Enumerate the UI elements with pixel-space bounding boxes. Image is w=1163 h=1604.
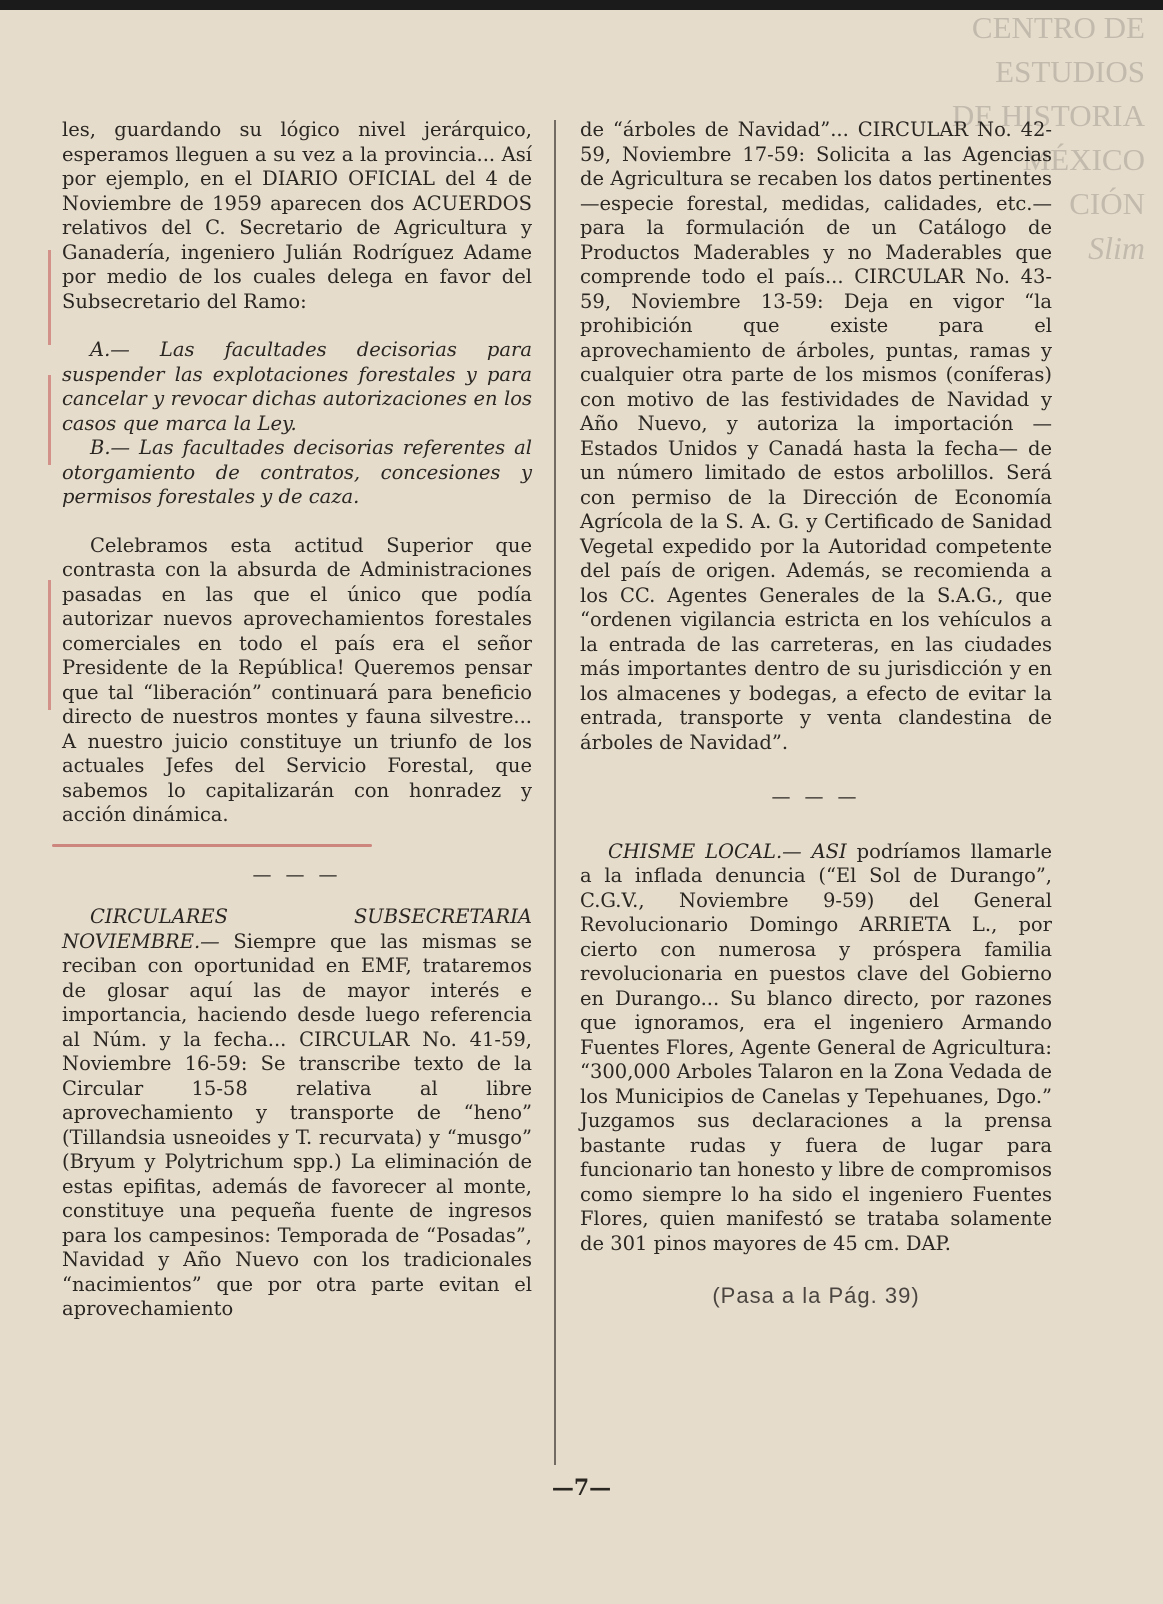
red-margin-mark	[48, 250, 51, 345]
watermark-line: CENTRO DE	[971, 10, 1145, 45]
watermark-line: CIÓN	[1069, 186, 1145, 221]
watermark-line: ESTUDIOS	[995, 54, 1145, 89]
chisme-paragraph	[580, 840, 1052, 1257]
red-margin-mark	[48, 580, 51, 710]
section-separator: — — —	[771, 786, 861, 808]
circulares-paragraph	[62, 905, 532, 1322]
red-underline-mark	[52, 844, 372, 847]
paragraph: les, guardando su lógico nivel jerárquico, esperamos lleguen a su vez a la provincia... Así por ejemplo, en el DIARIO OFICIAL del 4 de Noviembre de 1959 aparecen dos ACUERDOS relativos del C. Secretario de Agricultura y Ganadería, ingeniero Julián Rodríguez Adame por medio de los cuales delega en favor del Subsecretario del Ramo:	[62, 118, 532, 313]
watermark-signature: Slim	[1088, 230, 1145, 266]
paragraph-text: Siempre que las mismas se reciban con oportunidad en EMF, trataremos de glosar aquí las de mayor interés e importancia, haciendo desde luego referencia al Núm. y la fecha... CIRCULAR No. 41-59, Noviembre 16-59: Se transcribe texto de la Circular 15-58 relativa al libre aprovechamiento y transporte de “heno” (Tillandsia usneoides y T. recurvata) y “musgo” (Bryum y Polytrichum spp.) La eliminación de estas epifitas, además de favorecer al monte, constituye una pequeña fuente de ingresos para los campesinos: Temporada de “Posadas”, Navidad y Año Nuevo con los tradicionales “nacimientos” que por otra parte evitan el aprovechamiento	[62, 929, 532, 1320]
agreement-b: B.— Las facultades decisorias referentes al otorgamiento de contratos, concesiones y permisos forestales y de caza.	[62, 436, 532, 508]
section-separator: — — —	[252, 863, 342, 886]
agreement-a: A.— Las facultades decisorias para suspender las explotaciones forestales y para cancelar y revocar dichas autorizaciones en los casos que marca la Ley.	[62, 338, 532, 435]
paragraph-text: podríamos llamarle a la inflada denuncia (“El Sol de Durango”, C.G.V., Noviembre 9-59) del General Revolucionario Domingo ARRIETA L., por cierto con numerosa y próspera familia revolucionaria en puestos clave del Gobierno en Durango... Su blanco directo, por razones que ignoramos, era el ingeniero Armando Fuentes Flores, Agente General de Agricultura: “300,000 Arboles Talaron en la Zona Vedada de los Municipios de Canelas y Tepehuanes, Dgo.” Juzgamos sus declaraciones a la prensa bastante rudas y fuera de lugar para funcionario tan honesto y libre de compromisos como siempre lo ha sido el ingeniero Fuentes Flores, quien manifestó se trataba solamente de 301 pinos mayores de 45 cm. DAP.	[580, 839, 1052, 1255]
watermark-line: MÉXICO	[1022, 142, 1145, 177]
continued-note: (Pasa a la Pág. 39)	[712, 1283, 920, 1308]
paragraph: Celebramos esta actitud Superior que contrasta con la absurda de Administraciones pasadas en las que el único que podía autorizar nuevos aprovechamientos forestales comerciales en todo el país era el señor Presidente de la República! Queremos pensar que tal “liberación” continuará para beneficio directo de nuestros montes y fauna silvestre... A nuestro juicio constituye un triunfo de los actuales Jefes del Servicio Forestal, que sabemos lo capitalizarán con honradez y acción dinámica.	[62, 533, 532, 826]
right-column	[580, 118, 1052, 1309]
red-margin-mark	[48, 375, 51, 465]
left-column	[62, 118, 532, 1322]
section-heading: CHISME LOCAL.— ASI	[608, 839, 847, 863]
paragraph: de “árboles de Navidad”... CIRCULAR No. 42-59, Noviembre 17-59: Solicita a las Agencias de Agricultura se recaben los datos pertinentes —especie forestal, medidas, calidades, etc.— para la formulación de un Catálogo de Productos Maderables y no Maderables que comprende todo el país... CIRCULAR No. 43-59, Noviembre 13-59: Deja en vigor “la prohibición que existe para el aprovechamiento de árboles, puntas, ramas y cualquier otra parte de los mismos (coníferas) con motivo de las festividades de Navidad y Año Nuevo, y autoriza la importación —Estados Unidos y Canadá hasta la fecha— de un número limitado de estos arbolillos. Será con permiso de la Dirección de Economía Agrícola de la S. A. G. y Certificado de Sanidad Vegetal expedido por la Autoridad competente del país de origen. Además, se recomienda a los CC. Agentes Generales de la S.A.G., que “ordenen vigilancia estricta en los vehículos a la entrada de las carreteras, en las ciudades más importantes dentro de su jurisdicción y en los almacenes y bodegas, a efecto de evitar la entrada, transporte y venta clandestina de árboles de Navidad”.	[580, 118, 1052, 754]
page-number: —7—	[551, 1475, 612, 1501]
column-divider	[554, 120, 556, 1465]
section-heading: CIRCULARES SUBSECRETARIA NOVIEMBRE.—	[62, 905, 532, 953]
watermark-line: DE HISTORIA	[951, 98, 1145, 133]
